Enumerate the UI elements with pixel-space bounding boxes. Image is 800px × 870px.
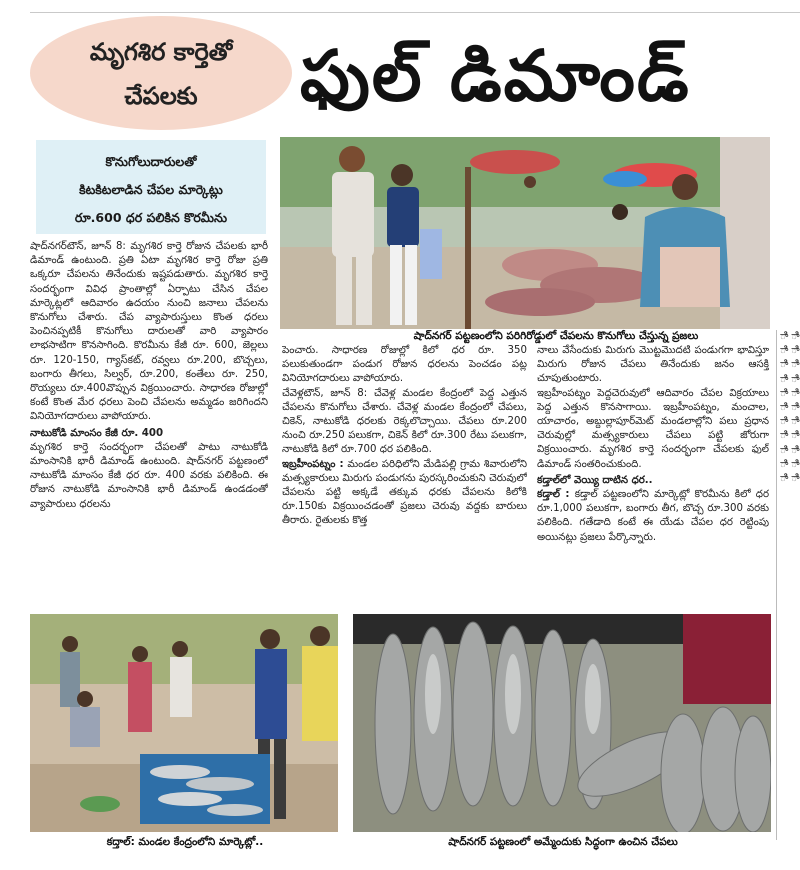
top-rule — [30, 12, 800, 13]
deck-box — [36, 140, 266, 234]
article-paragraph — [537, 488, 769, 545]
column-divider — [776, 330, 777, 840]
deck-line-1: కొనుగోలుదారులతో — [105, 154, 197, 169]
article-paragraph: షాద్‌నగర్‌టౌన్, జూన్ 8: మృగశిర కార్తె రోజున చేపలకు భారీ డిమాండ్ ఉంటుంది. ప్రతి ఏటా మృగశిర కార్తె రోజు ప్రతి ఒక్కరూ చేపలను తినేందుకు ఇష్టపడుతారు. మృగశిర కార్తె సందర్భంగా వివిధ ప్రాంతాల్లో ఏర్పాటు చేసిన చేపల మార్కెట్లలో ఆదివారం ఉదయం నుంచి జనాలు చేపలను కొనుగోలు చేశారు. చేప వ్యాపారుస్తులు కొంత ధరలు పెంచినప్పటికీ కొనుగోలు దారులతో వారి వ్యాపారం లాభసాటిగా కొనసాగింది. కొరమీను కేజీ రూ. 600, జెల్లలు రూ. 120-150, గ్యాస్‌కట్‌, రవ్వలు రూ.200, బొచ్చలు, బంగారు తీగలు, సిల్వర్‌, రూ.200, కంతేలు రూ. 250, రొయ్యలు రూ.400వొప్పున విక్రయించారు. సాధారణ రోజుల్లో కంటే కొంత మేర ధరలు పెంచి చేపలను అమ్మడం జరిగిందని వినియోగదారులు వాపోయారు. — [30, 241, 268, 423]
caption-bottom-left: కద్తాల్: మండల కేంద్రంలోని మార్కెట్లో.. — [106, 836, 264, 848]
deck-line-2: కిటకిటలాడిన చేపల మార్కెట్లు — [79, 182, 223, 197]
subhead-kadthal: కడ్తాల్‌లో వెయ్యి దాటిన ధర.. — [537, 474, 653, 486]
kadthal-market-illustration — [30, 614, 338, 832]
subhead-natukodi: నాటుకోడి మాంసం కేజీ రూ. 400 — [30, 427, 164, 439]
article-paragraph: మృగశిర కార్తె సందర్భంగా చేపలతో పాటు నాటుకోడి మాంసానికి భారీ డిమాండ్ ఉంటుంది. షాద్‌నగర్ పట్టణంలో నాటుకోడి మాంసం కేజీ ధర రూ. 400 వరకు పలికింది. ఈ రోజున నాటుకోడి మాంసానికి భారీ డిమాండ్ ఉండడంతో వ్యాపారులు ధరలను — [30, 441, 268, 510]
deck-line-3: రూ.600 ధర పలికిన కొరమీను — [74, 210, 228, 225]
fish-display-illustration — [353, 614, 771, 832]
photo-market-top — [280, 137, 770, 329]
market-scene-illustration — [280, 137, 770, 329]
article-column-3 — [537, 344, 769, 610]
dateline-kadthal: కడ్తాల్ : — [537, 489, 570, 501]
article-paragraph — [282, 458, 527, 529]
article-paragraph: ఇబ్రహీంపట్నం పెద్దచెరువులో ఆదివారం చేపల విక్రయాలు పెద్ద ఎత్తున కొనసాగాయి. ఇబ్రహీంపట్నం, మంచాల, యాచారం, అబ్దుల్లాపూర్‌మెట్ మండలాల్లోని పలు ప్రధాన చెరువుల్లో మత్స్యకారులు చేపలు పట్టి జోరుగా విక్రయించారు. మృగశిర కార్తె సందర్భంగా చేపలకు ఫుల్ డిమాండ్ సంతరించుకుంది. — [537, 387, 769, 470]
photo-kadthal-market — [30, 614, 338, 832]
caption-bottom-right: షాద్‌నగర్ పట్టణంలో అమ్మేందుకు సిద్ధంగా ఉంచిన చేపలు — [448, 836, 678, 848]
kicker-oval — [30, 16, 292, 130]
article-text: కడ్తాల్ పట్టణంలోని మార్కెట్లో కొరమీను కిలో ధర రూ.1,000 పలుకగా, బంగారు తీగ, బొచ్చ రూ.300 వరకు పలికింది. గతేడాది కంటే ఈ యేడు చేపల ధర రెట్టింపు అయినట్లు ప్రజలు పేర్కొన్నారు. — [537, 489, 769, 543]
dateline-ibrahimpatnam: ఇబ్రహీంపట్నం : — [282, 458, 344, 470]
caption-top-photo: షాద్‌నగర్ పట్టణంలోని పరిగిరోడ్డులో చేపలను కొనుగోలు చేస్తున్న ప్రజలు — [413, 330, 699, 342]
article-column-1 — [30, 240, 268, 604]
article-column-2 — [282, 344, 527, 610]
headline: ఫుల్‌ డిమాండ్‌ — [300, 35, 691, 117]
article-paragraph: పెంచారు. సాధారణ రోజుల్లో కిలో ధర రూ. 350 పలుకుతుండగా పండుగ రోజున ధరలను పెంచడం పట్ల వినియోగదారులు వాపోయారు. — [282, 345, 527, 385]
kicker-line-1: మృగశిర కార్తెతో — [89, 38, 233, 66]
adjacent-article-edge: ాి ాి ాి ాి ాి ాి ాి ాి ాి ాి ాి ాి ాి ాి ాి ాి ాి ాి ాి ాి ాి ాి — [780, 331, 800, 485]
article-paragraph: చేవెళ్లటౌన్, జూన్ 8: చేవెళ్ల మండల కేంద్రంలో పెద్ద ఎత్తున చేపలను కొనుగోలు చేశారు. చేవెళ్ల మండల కేంద్రంలో చేపలు, చికెన్, నాటుకోడి ధరలకు రెక్కలొచ్చాయి. చేపలు రూ.200 నుంచి రూ.250 పలుకగా, చికెన్ కిలో రూ.300 రేటు పలుకగా, నాటుకోడి కిలో రూ.700 ధర పలికింది. — [282, 387, 527, 456]
kicker-line-2: చేపలకు — [124, 82, 198, 110]
article-text: మండల పరిధిలోని మేడిపల్లి గ్రామ శివారులోని మత్స్యకారులు మిరుగు పండుగను పురస్కరించుకుని చెరువులో చేపలను పట్టి అక్కడే తక్కువ ధరకు చేపలను కిలోకి రూ.150కు విక్రయించడంతో ప్రజలు చెరువు వద్దకు బారులు తీరారు. రైతులకు కొత్త — [282, 458, 527, 527]
photo-fish-display — [353, 614, 771, 832]
article-paragraph: నాలు వేసేందుకు మిరుగు మొట్టమొదటి పండుగగా భావిస్తూ మిరుగు రోజున చేపలు తినేందుకు జనం ఆసక్తి చూపుతుంటారు. — [537, 345, 769, 385]
